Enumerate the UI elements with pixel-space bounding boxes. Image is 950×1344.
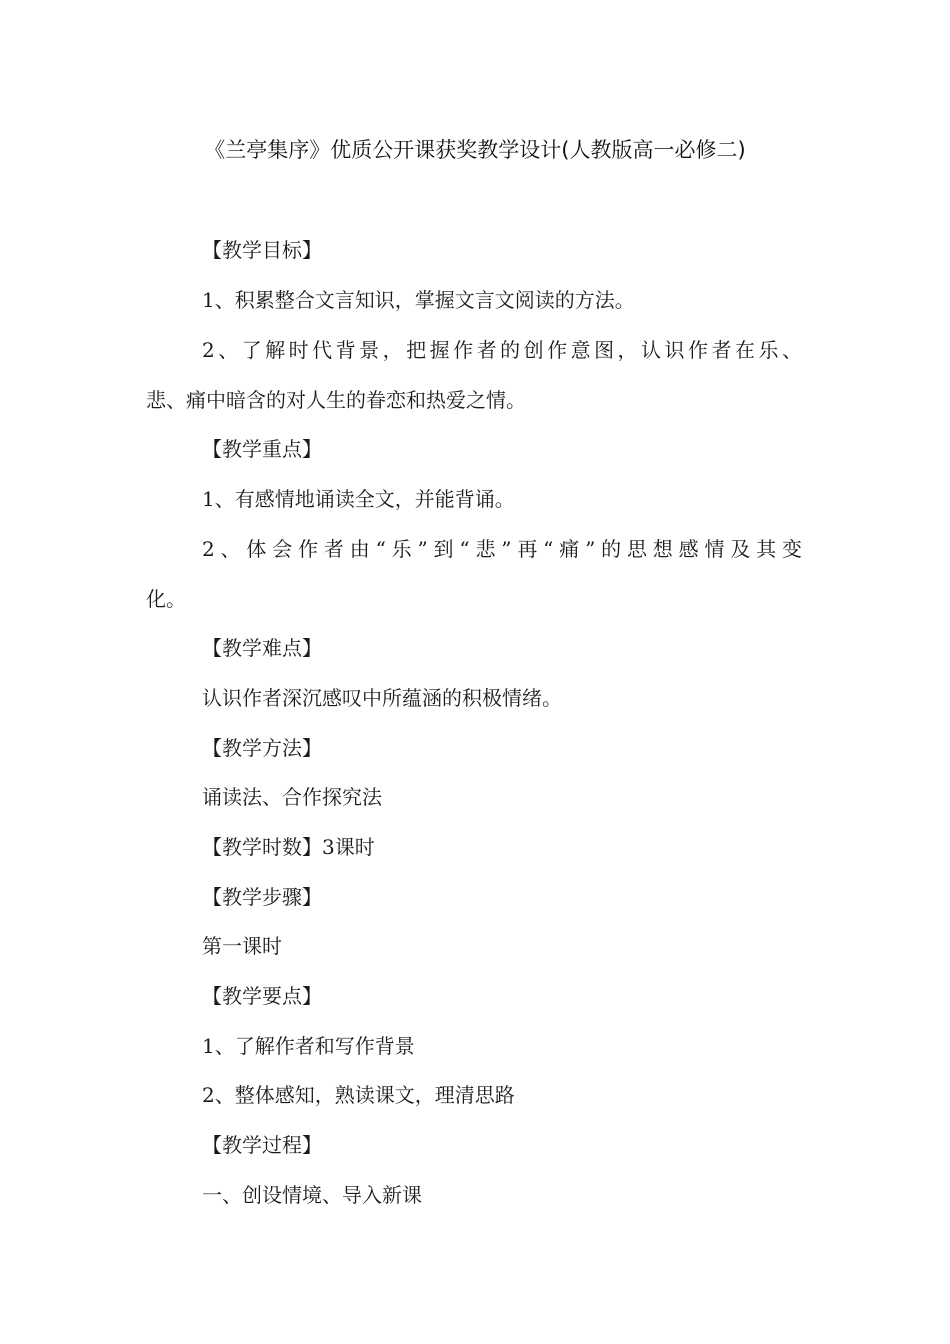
section-heading-difficulties: 【教学难点】 — [202, 636, 322, 660]
paragraph-line: 1、有感情地诵读全文，并能背诵。 — [202, 487, 515, 511]
paragraph-line: 第一课时 — [202, 934, 282, 958]
paragraph-line: 认识作者深沉感叹中所蕴涵的积极情绪。 — [202, 686, 562, 710]
paragraph-line: 化。 — [146, 587, 186, 611]
section-heading-objectives: 【教学目标】 — [202, 238, 322, 262]
section-heading-steps: 【教学步骤】 — [202, 885, 322, 909]
paragraph-line: 悲、痛中暗含的对人生的眷恋和热爱之情。 — [146, 388, 526, 412]
section-heading-process: 【教学过程】 — [202, 1133, 322, 1157]
paragraph-line: 2、了解时代背景，把握作者的创作意图，认识作者在乐、 — [202, 338, 802, 362]
paragraph-line: 2、体会作者由“乐”到“悲”再“痛”的思想感情及其变 — [202, 537, 802, 561]
document-title: 《兰亭集序》优质公开课获奖教学设计(人教版高一必修二) — [204, 138, 746, 162]
section-heading-main-points: 【教学要点】 — [202, 984, 322, 1008]
paragraph-line: 2、整体感知，熟读课文，理清思路 — [202, 1083, 515, 1107]
paragraph-line: 诵读法、合作探究法 — [202, 785, 382, 809]
paragraph-line: 一、创设情境、导入新课 — [202, 1183, 422, 1207]
section-heading-hours: 【教学时数】3课时 — [202, 835, 375, 859]
section-heading-methods: 【教学方法】 — [202, 736, 322, 760]
section-heading-key-points: 【教学重点】 — [202, 437, 322, 461]
paragraph-line: 1、积累整合文言知识，掌握文言文阅读的方法。 — [202, 288, 635, 312]
paragraph-line: 1、了解作者和写作背景 — [202, 1034, 415, 1058]
